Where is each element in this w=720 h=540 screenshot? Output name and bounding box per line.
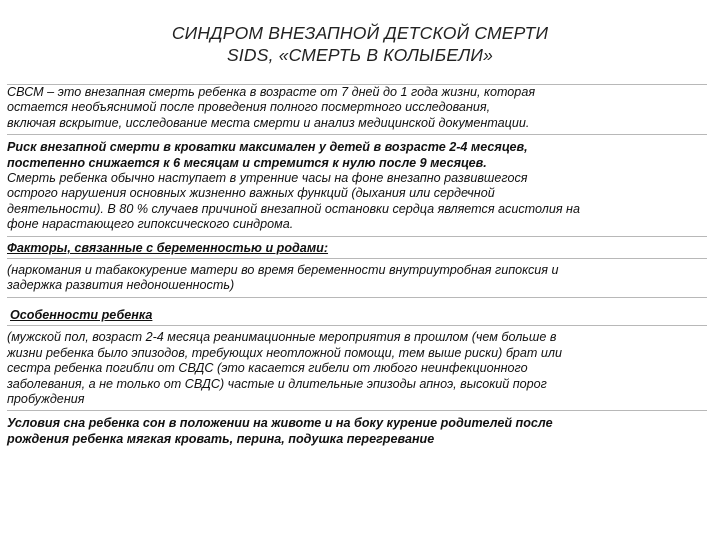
title-line-2: SIDS, «СМЕРТЬ В КОЛЫБЕЛИ»: [226, 45, 494, 65]
definition-line: остается необъяснимой после проведения полного посмертного исследования,: [7, 100, 491, 115]
divider: [7, 134, 707, 135]
factors-line: (наркомания и табакокурение матери во время беременности внутриутробная гипоксия и: [7, 263, 559, 278]
child-heading-block: [7, 308, 707, 323]
title-line-1: СИНДРОМ ВНЕЗАПНОЙ ДЕТСКОЙ СМЕРТИ: [171, 23, 549, 43]
sleep-line: Условия сна ребенка сон в положении на животе и на боку курение родителей после: [7, 416, 553, 431]
risk-line: фоне нарастающего гипоксического синдрома.: [7, 217, 294, 232]
slide-body: [7, 84, 707, 447]
divider: [7, 325, 707, 326]
risk-emphasis-line: Риск внезапной смерти в кроватки максимален у детей в возрасте 2-4 месяцев,: [7, 140, 528, 155]
definition-paragraph: [7, 85, 707, 131]
factors-line: задержка развития недоношенность): [7, 278, 235, 293]
risk-paragraph: [7, 140, 707, 232]
slide-title: [0, 22, 720, 66]
risk-line: острого нарушения основных жизненно важных функций (дыхания или сердечной: [7, 186, 495, 201]
risk-line: Смерть ребенка обычно наступает в утренние часы на фоне внезапно развившегося: [7, 171, 528, 186]
divider: [7, 236, 707, 237]
divider: [7, 258, 707, 259]
sleep-line: рождения ребенка мягкая кровать, перина, подушка перегревание: [7, 431, 435, 446]
child-line: заболевания, а не только от СВДС) частые и длительные эпизоды апноэ, высокий порог: [7, 376, 547, 391]
child-line: жизни ребенка было эпизодов, требующих неотложной помощи, тем выше риски) брат или: [7, 345, 563, 360]
child-paragraph: [7, 330, 707, 407]
child-line: пробуждения: [7, 391, 85, 406]
definition-line: СВСМ – это внезапная смерть ребенка в возрасте от 7 дней до 1 года жизни, которая: [7, 85, 536, 99]
factors-paragraph: [7, 263, 707, 294]
child-heading: Особенности ребенка: [10, 307, 153, 322]
child-line: сестра ребенка погибли от СВДС (это касается гибели от любого неинфекционного: [7, 361, 528, 376]
divider: [7, 297, 707, 298]
definition-line: включая вскрытие, исследование места смерти и анализ медицинской документации.: [7, 115, 530, 130]
child-line: (мужской пол, возраст 2-4 месяца реанимационные мероприятия в прошлом (чем больше в: [7, 330, 557, 345]
divider: [7, 410, 707, 411]
risk-emphasis-line: постепенно снижается к 6 месяцам и стремится к нулю после 9 месяцев.: [7, 155, 487, 170]
risk-line: деятельности). В 80 % случаев причиной внезапной остановки сердца является асистолия на: [7, 201, 580, 216]
factors-heading-block: [7, 241, 707, 256]
factors-heading: Факторы, связанные с беременностью и родами:: [7, 240, 329, 255]
sleep-paragraph: [7, 416, 707, 447]
